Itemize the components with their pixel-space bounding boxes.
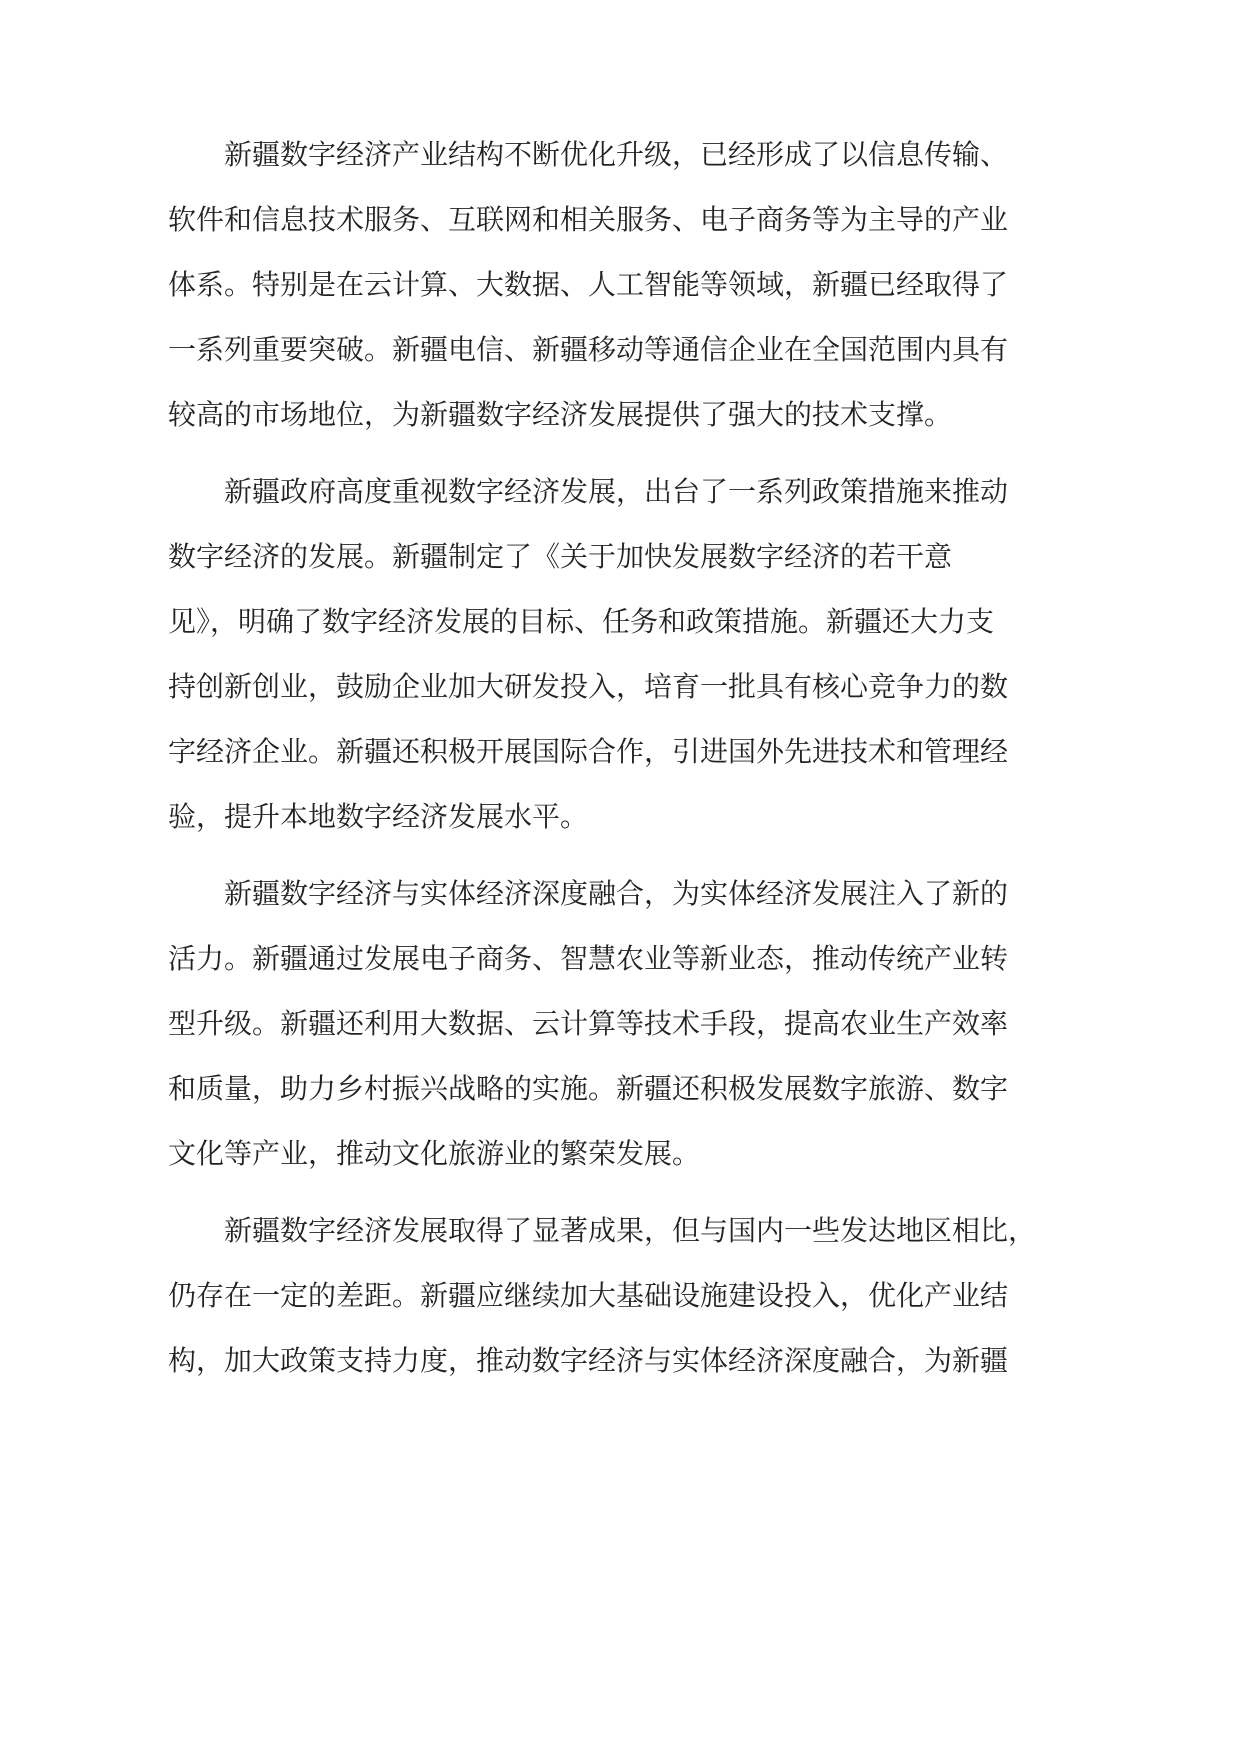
- text-line: 新疆数字经济产业结构不断优化升级，已经形成了以信息传输、: [224, 138, 1009, 171]
- text-line: 新疆数字经济与实体经济深度融合，为实体经济发展注入了新的: [224, 877, 1009, 910]
- text-line: 型升级。新疆还利用大数据、云计算等技术手段，提高农业生产效率: [168, 1007, 1009, 1040]
- text-line: 一系列重要突破。新疆电信、新疆移动等通信企业在全国范围内具有: [168, 333, 1009, 366]
- text-line: 活力。新疆通过发展电子商务、智慧农业等新业态，推动传统产业转: [168, 942, 1009, 975]
- text-line: 字经济企业。新疆还积极开展国际合作，引进国外先进技术和管理经: [168, 735, 1009, 768]
- text-line: 见》，明确了数字经济发展的目标、任务和政策措施。新疆还大力支: [168, 605, 995, 638]
- text-line: 新疆数字经济发展取得了显著成果，但与国内一些发达地区相比，: [224, 1214, 1037, 1247]
- text-line: 软件和信息技术服务、互联网和相关服务、电子商务等为主导的产业: [168, 203, 1009, 236]
- text-line: 体系。特别是在云计算、大数据、人工智能等领域，新疆已经取得了: [168, 268, 1009, 301]
- text-line: 文化等产业，推动文化旅游业的繁荣发展。: [168, 1137, 701, 1170]
- text-line: 数字经济的发展。新疆制定了《关于加快发展数字经济的若干意: [168, 540, 953, 573]
- text-line: 较高的市场地位，为新疆数字经济发展提供了强大的技术支撑。: [168, 398, 953, 431]
- text-line: 验，提升本地数字经济发展水平。: [168, 800, 589, 833]
- text-line: 和质量，助力乡村振兴战略的实施。新疆还积极发展数字旅游、数字: [168, 1072, 1009, 1105]
- text-line: 构，加大政策支持力度，推动数字经济与实体经济深度融合，为新疆: [168, 1344, 1009, 1377]
- text-line: 仍存在一定的差距。新疆应继续加大基础设施建设投入，优化产业结: [168, 1279, 1009, 1312]
- text-line: 持创新创业，鼓励企业加大研发投入，培育一批具有核心竞争力的数: [168, 670, 1009, 703]
- text-line: 新疆政府高度重视数字经济发展，出台了一系列政策措施来推动: [224, 475, 1009, 508]
